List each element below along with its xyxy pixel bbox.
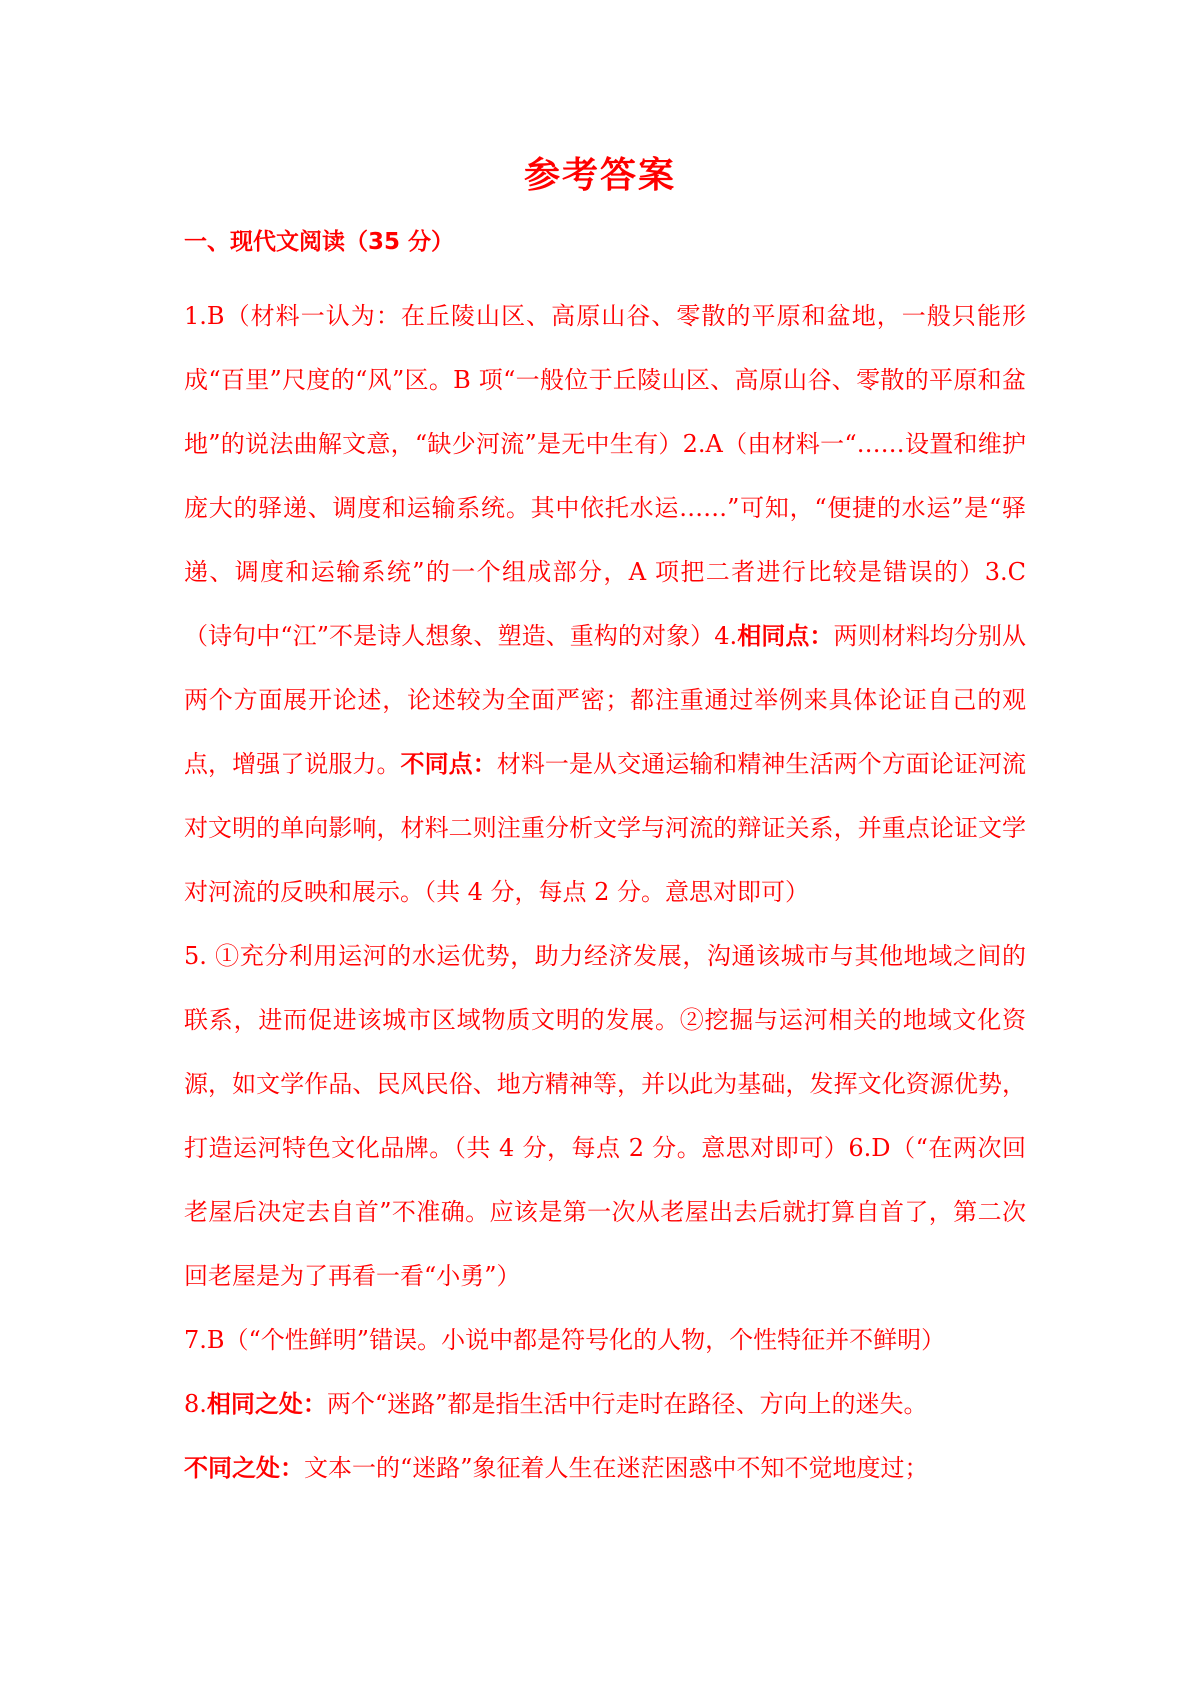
- page-title: 参考答案: [523, 155, 676, 196]
- answer-keyword: 相同之处：: [206, 1390, 327, 1418]
- answer-body: [184, 284, 1026, 1624]
- answer-text: 1.B（材料一认为：在丘陵山区、高原山谷、零散的平原和盆地，一般只能形成“百里”尺度的“风”区。B 项“一般位于丘陵山区、高原山谷、零散的平原和盆地”的说法曲解文意，“缺少河流”是无中生有）2.A（由材料一“……设置和维护庞大的驿递、调度和运输系统。其中依托水运……”可知，“便捷的水运”是“驿递、调度和运输系统”的一个组成部分，A 项把二者进行比较是错误的）3.C（诗句中“江”不是诗人想象、塑造、重构的对象）4.: [184, 302, 1026, 650]
- answer-text: 两个“迷路”都是指生活中行走时在路径、方向上的迷失。: [326, 1390, 928, 1418]
- answer-paragraph: [184, 924, 1026, 1308]
- answer-text: 两则材料均分别从两个方面展开论述，论述较为全面严密；都注重通过举例来具体论证自己的观点，增强了说服力。: [184, 622, 1027, 778]
- section-heading: 一、现代文阅读（35 分）: [184, 229, 455, 255]
- answer-keyword: 不同之处：: [184, 1454, 304, 1482]
- answer-paragraph: [184, 1308, 1026, 1372]
- answer-paragraph: [184, 1372, 1026, 1436]
- answer-text: 材料一是从交通运输和精神生活两个方面论证河流对文明的单向影响，材料二则注重分析文学与河流的辩证关系，并重点论证文学对河流的反映和展示。（共 4 分，每点 2 分。意思对即可）: [184, 750, 1027, 906]
- answer-keyword: 相同点：: [737, 622, 834, 650]
- answer-paragraph: [184, 284, 1026, 924]
- answer-text: 文本一的“迷路”象征着人生在迷茫困惑中不知不觉地度过；: [304, 1454, 929, 1482]
- answer-paragraph: [184, 1436, 1026, 1500]
- answer-text: 7.B（“个性鲜明”错误。小说中都是符号化的人物，个性特征并不鲜明）: [184, 1326, 946, 1354]
- answer-text: 8.: [184, 1390, 207, 1418]
- answer-text: 5. ①充分利用运河的水运优势，助力经济发展，沟通该城市与其他地域之间的联系，进而促进该城市区域物质文明的发展。②挖掘与运河相关的地域文化资源，如文学作品、民风民俗、地方精神等，并以此为基础，发挥文化资源优势，打造运河特色文化品牌。（共 4 分，每点 2 分。意思对即可）6.D（“在两次回老屋后决定去自首”不准确。应该是第一次从老屋出去后就打算自首了，第二次回老屋是为了再看一看“小勇”）: [184, 942, 1026, 1290]
- answer-keyword: 不同点：: [400, 750, 497, 778]
